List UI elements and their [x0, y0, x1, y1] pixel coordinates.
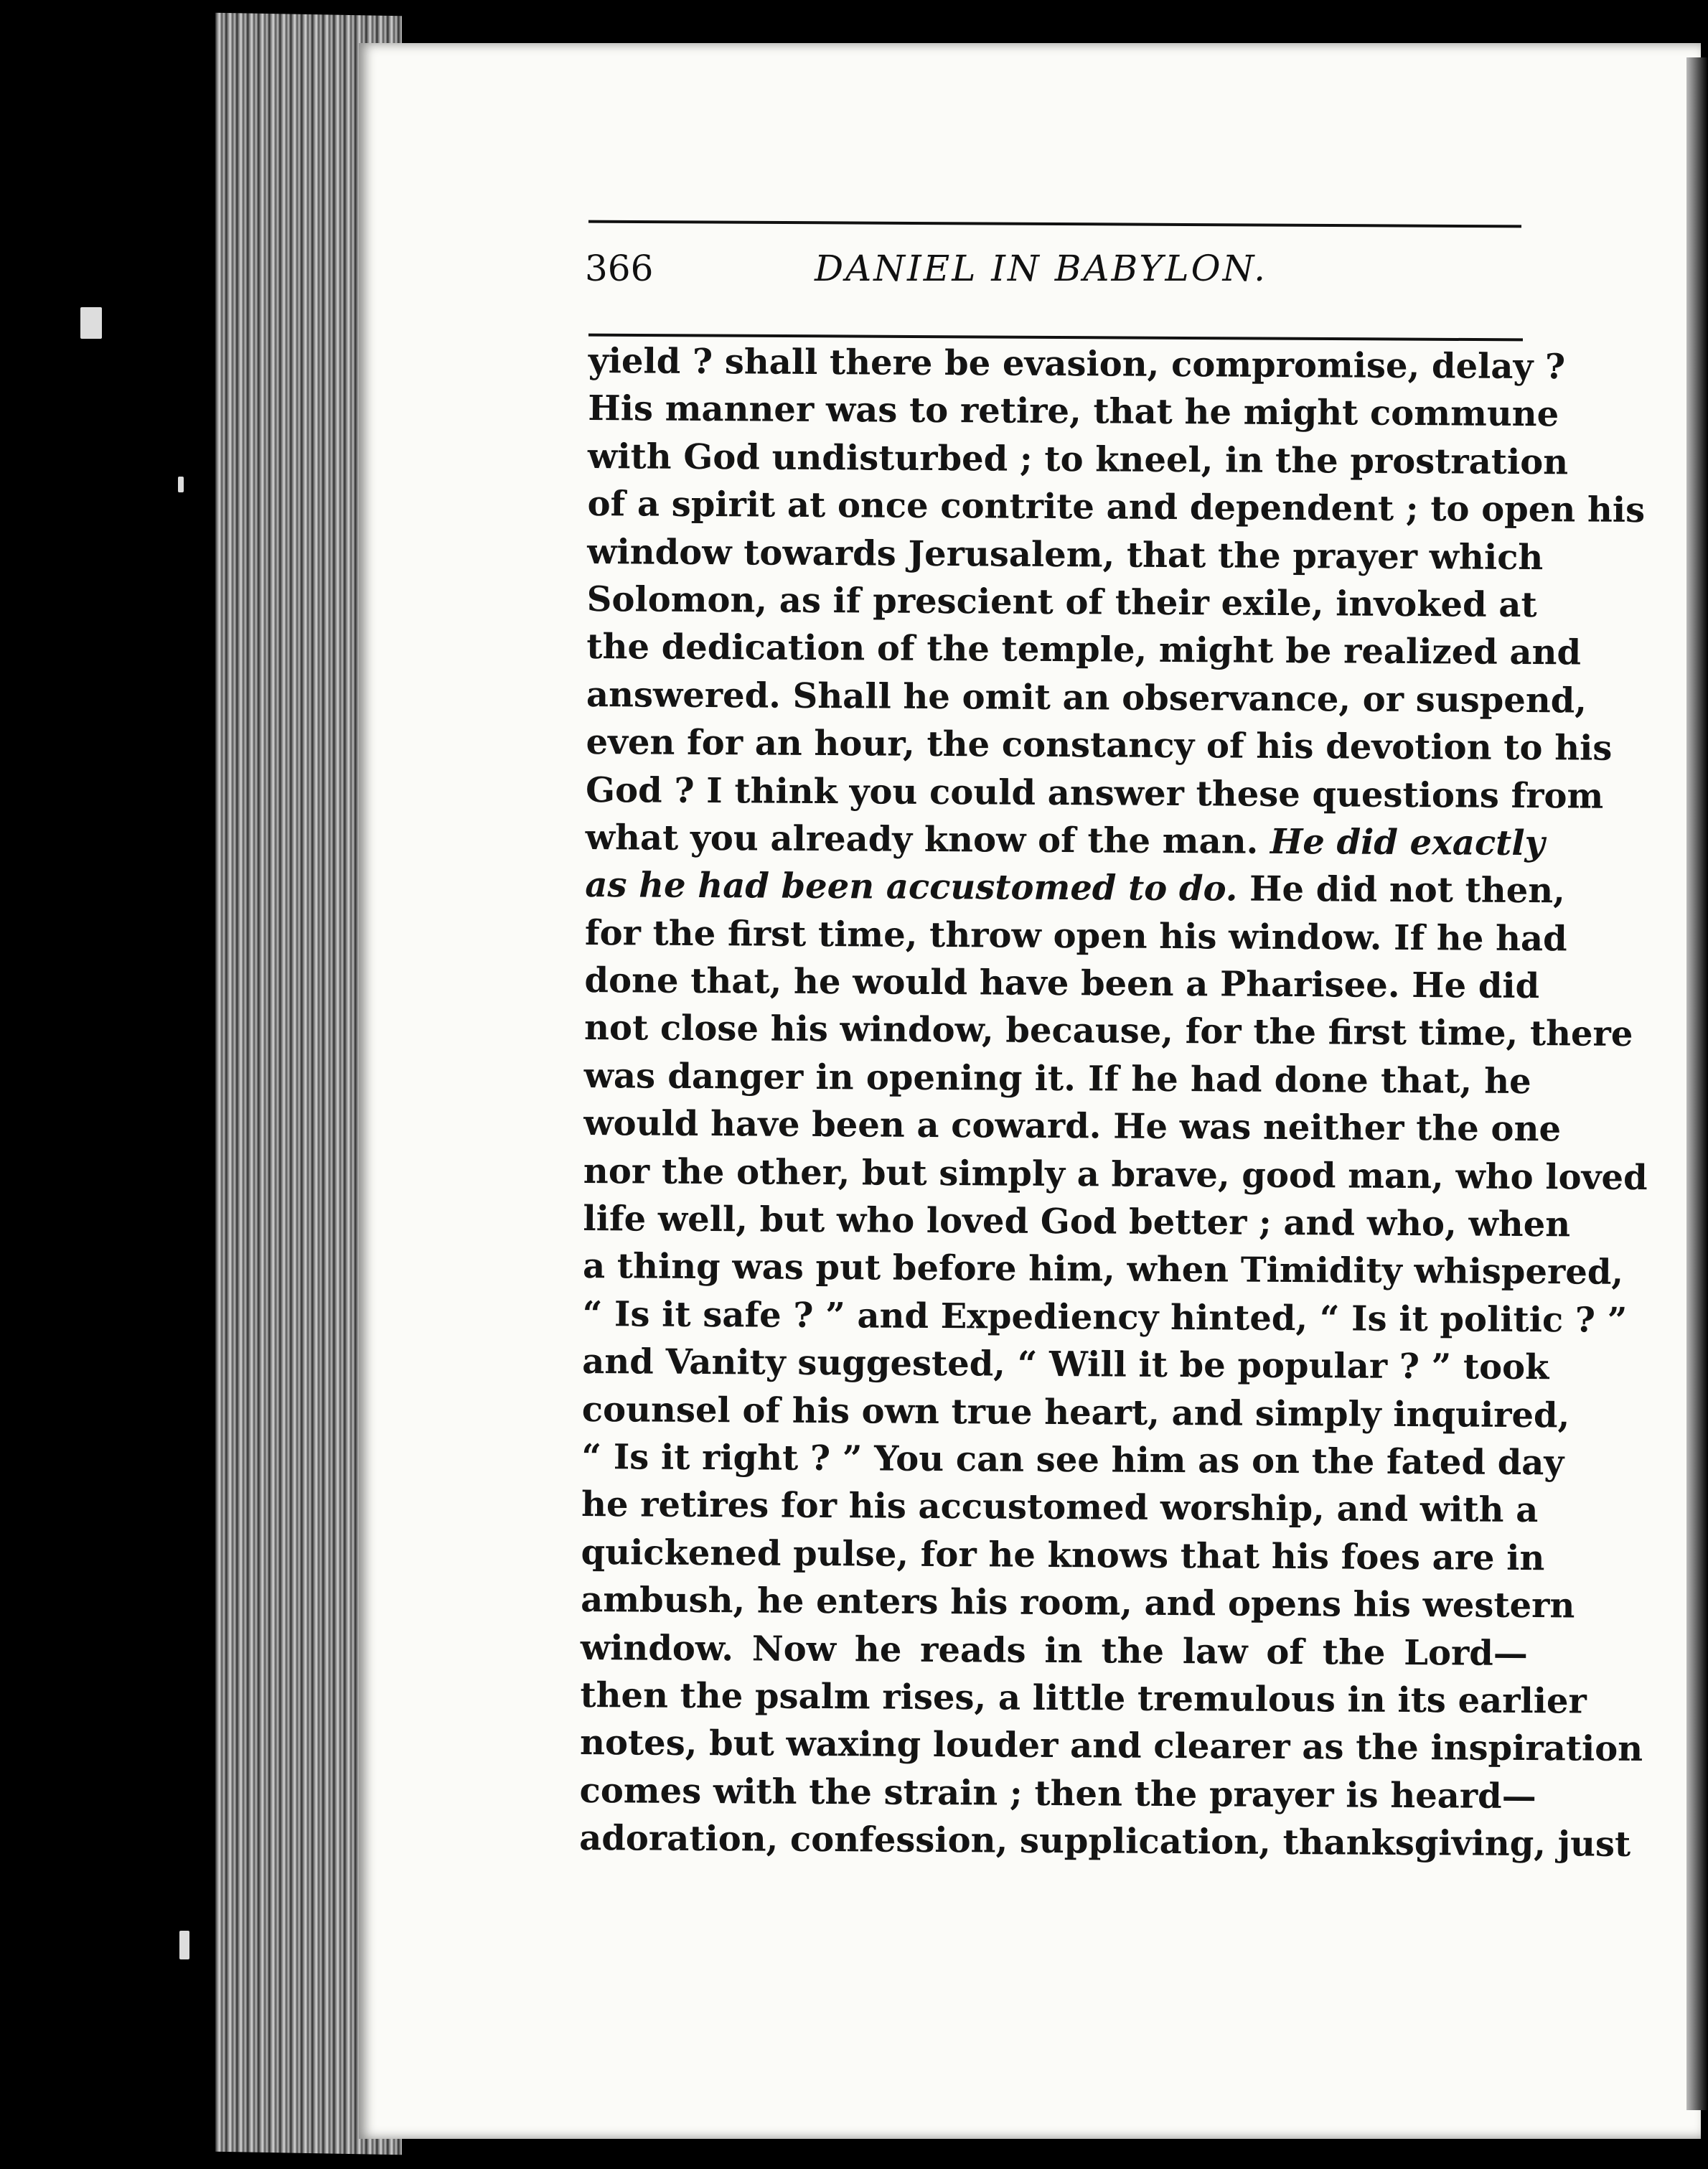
- text-line: notes, but waxing louder and clearer as the inspiration: [579, 1723, 1643, 1770]
- text-line: adoration, confession, supplication, thanksgiving, just: [579, 1818, 1631, 1865]
- text-line: nor the other, but simply a brave, good man, who loved: [583, 1151, 1648, 1198]
- dust-speck: [80, 307, 102, 339]
- text-line: life well, but who loved God better ; and who, when: [583, 1199, 1571, 1245]
- running-title: DANIEL IN BABYLON.: [815, 248, 1268, 289]
- italic-text-run: as he had been accustomed to do.: [585, 865, 1238, 909]
- text-line: for the first time, throw open his window. If he had: [584, 912, 1567, 960]
- text-line: with God undisturbed ; to kneel, in the prostration: [587, 436, 1569, 483]
- text-run: He did not then,: [1237, 868, 1566, 912]
- text-line: was danger in opening it. If he had done that, he: [583, 1055, 1531, 1102]
- text-line: the dedication of the temple, might be realized and: [586, 627, 1582, 673]
- text-line: quickened pulse, for he knows that his foes are in: [581, 1532, 1545, 1578]
- text-line: and Vanity suggested, “ Will it be popular ? ” took: [582, 1341, 1549, 1388]
- text-line: yield ? shall there be evasion, compromise, delay ?: [588, 340, 1566, 388]
- text-line: of a spirit at once contrite and dependent ; to open his: [587, 484, 1646, 531]
- text-run: what you already know of the man.: [585, 817, 1271, 862]
- page-number: 366: [585, 248, 654, 289]
- text-line: “ Is it safe ? ” and Expediency hinted, “ Is it politic ? ”: [582, 1293, 1628, 1341]
- text-line: answered. Shall he omit an observance, or suspend,: [586, 674, 1587, 721]
- facing-page-gutter: [1686, 57, 1708, 2110]
- text-line: counsel of his own true heart, and simply inquired,: [581, 1389, 1570, 1435]
- text-line: done that, he would have been a Pharisee. He did: [584, 960, 1540, 1007]
- text-line: God ? I think you could answer these questions from: [585, 769, 1604, 817]
- text-line: “ Is it right ? ” You can see him as on the fated day: [581, 1436, 1564, 1484]
- text-line: then the psalm rises, a little tremulous in its earlier: [580, 1674, 1587, 1722]
- italic-text-run: He did exactly: [1270, 821, 1545, 864]
- dust-speck: [179, 1931, 189, 1959]
- text-line: window. Now he reads in the law of the Lord—: [580, 1627, 1528, 1674]
- text-line: not close his window, because, for the first time, there: [583, 1008, 1633, 1055]
- text-line: he retires for his accustomed worship, and with a: [581, 1484, 1539, 1531]
- text-line: window towards Jerusalem, that the prayer which: [587, 531, 1544, 578]
- text-line: would have been a coward. He was neither the one: [583, 1103, 1562, 1150]
- text-line: [585, 861, 1566, 914]
- text-line: even for an hour, the constancy of his devotion to his: [586, 722, 1613, 769]
- text-line: Solomon, as if prescient of their exile, invoked at: [586, 578, 1537, 626]
- text-line: a thing was put before him, when Timidity whispered,: [582, 1246, 1624, 1293]
- dust-speck: [178, 477, 184, 492]
- text-line: ambush, he enters his room, and opens his western: [581, 1580, 1575, 1626]
- text-line: comes with the strain ; then the prayer is heard—: [579, 1770, 1536, 1817]
- text-line: His manner was to retire, that he might commune: [588, 388, 1559, 435]
- body-text: [579, 337, 1648, 1868]
- text-line: [585, 814, 1545, 867]
